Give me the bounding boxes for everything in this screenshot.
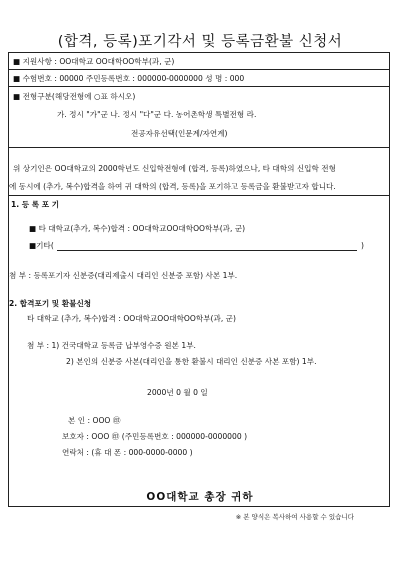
signature-applicant: 본 인 : OOO ㊞ bbox=[68, 416, 121, 425]
statement-line1: 위 상기인은 OO대학교의 2000학년도 신입학전형에 (합격, 등록)하였으나, 타 대학의 신입학 전형 bbox=[13, 164, 336, 173]
section1-other-school: ■ 타 대학교(추가, 복수)합격 : OO대학교OO대학OO학부(과, 군) bbox=[29, 224, 246, 233]
section2-other-school: 타 대학교 (추가, 복수)합격 : OO대학교OO대학OO학부(과, 군) bbox=[27, 314, 236, 323]
section2-attachment2: 2) 본인의 신분증 사본(대리인을 통한 환불시 대리인 신분증 사본 포함) 1부. bbox=[66, 357, 317, 366]
section1-heading: 1. 등 록 포 기 bbox=[11, 200, 60, 209]
contact-info: 연락처 : (휴 대 폰 : 000-0000-0000 ) bbox=[62, 448, 193, 457]
signature-guardian: 보호자 : OOO ㊞ (주민등록번호 : 000000-0000000 ) bbox=[62, 432, 248, 441]
application-dept: ■ 지원사항 : OO대학교 OO대학OO학부(과, 군) bbox=[13, 57, 175, 66]
screening-type-label: ■ 전형구분(해당전형에 ○표 하시오) bbox=[13, 92, 136, 101]
row-divider bbox=[9, 195, 389, 196]
row-divider bbox=[9, 86, 389, 87]
addressee: OO대학교 총장 귀하 bbox=[146, 491, 254, 503]
document-title: (합격, 등록)포기각서 및 등록금환불 신청서 bbox=[57, 34, 343, 50]
section2-heading: 2. 합격포기 및 환불신청 bbox=[9, 299, 92, 308]
row-divider bbox=[9, 147, 389, 148]
screening-types-line1: 가. 정시 "가"군 나. 정시 "다"군 다. 농어촌학생 특별전형 라. bbox=[57, 110, 257, 119]
section1-other-prefix: ■기타( bbox=[29, 241, 54, 250]
row-divider bbox=[9, 69, 389, 70]
application-date: 2000년 0 월 0 일 bbox=[147, 388, 208, 397]
section2-attachment1: 첨 부 : 1) 건국대학교 등록금 납부영수증 원본 1부. bbox=[27, 341, 196, 350]
screening-types-line2: 전공자유선택(인문계/자연계) bbox=[131, 129, 228, 138]
applicant-info: ■ 수험번호 : 00000 주민등록번호 : 000000-0000000 성 명 : 000 bbox=[13, 74, 245, 83]
statement-line2: 에 동시에 (추가, 복수)합격을 하여 귀 대학의 (합격, 등록)을 포기하고 등록금을 환불받고자 합니다. bbox=[9, 182, 336, 191]
section1-other-suffix: ) bbox=[361, 241, 364, 250]
form-frame bbox=[8, 52, 390, 507]
other-reason-blank bbox=[57, 250, 357, 251]
section1-attachment: 첨 부 : 등록포기자 신분증(대리제출시 대리인 신분증 포함) 사본 1부. bbox=[9, 271, 238, 280]
copy-notice: ※ 본 양식은 복사하여 사용할 수 있습니다 bbox=[235, 513, 354, 521]
